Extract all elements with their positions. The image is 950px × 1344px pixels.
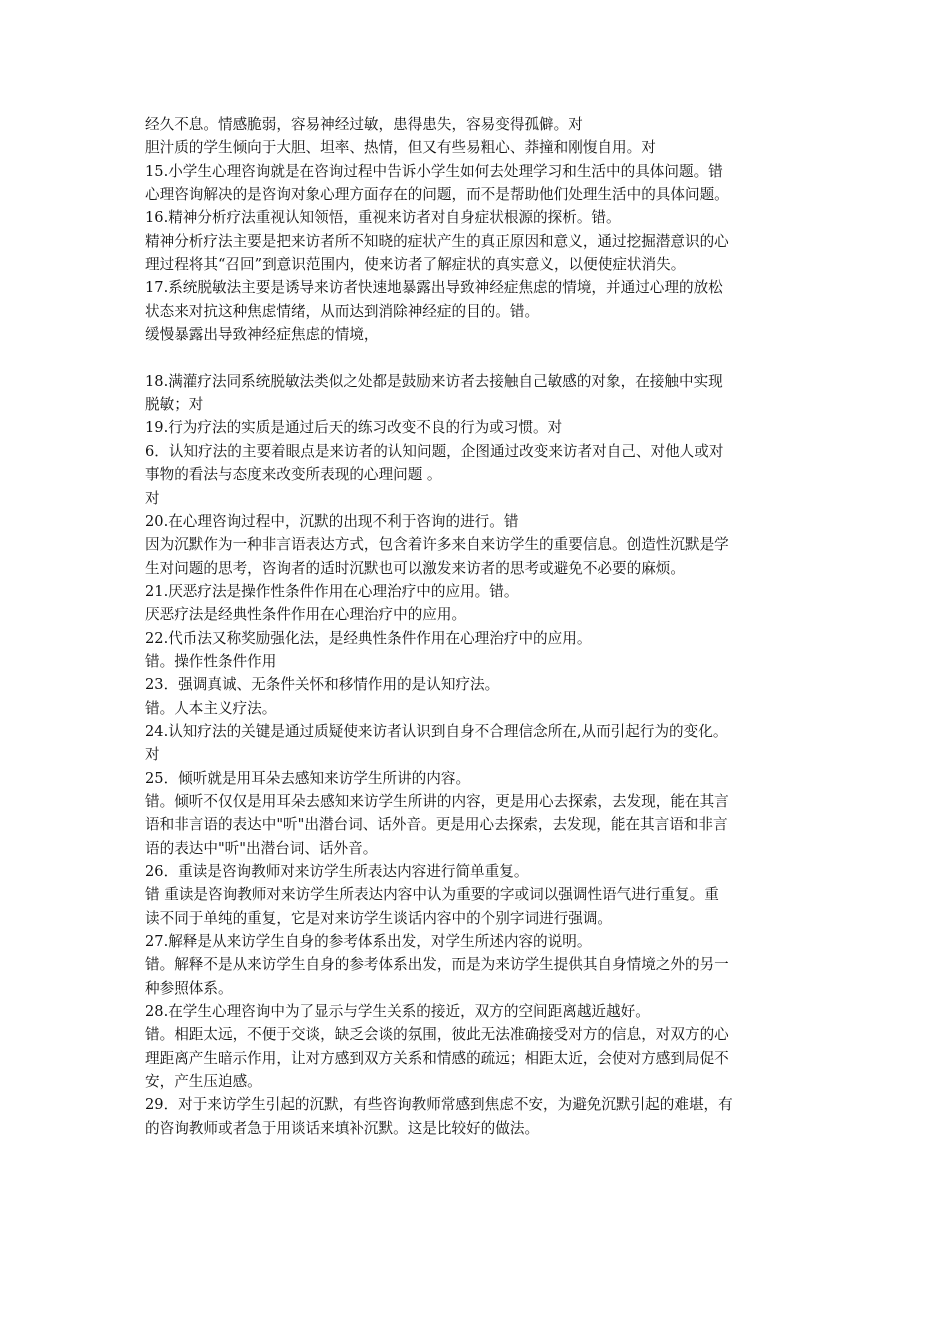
text-line: 错。人本主义疗法。 — [145, 699, 277, 717]
text-line: 错。操作性条件作用 — [145, 652, 277, 670]
text-line: 语的表达中"听"出潜台词、话外音。 — [145, 839, 378, 857]
text-line: 29．对于来访学生引起的沉默，有些咨询教师常感到焦虑不安，为避免沉默引起的难堪，有 — [145, 1096, 733, 1114]
text-line: 27.解释是从来访学生自身的参考体系出发，对学生所述内容的说明。 — [145, 933, 592, 951]
text-line: 25．倾听就是用耳朵去感知来访学生所讲的内容。 — [145, 769, 471, 787]
text-line: 18.满灌疗法同系统脱敏法类似之处都是鼓励来访者去接触自己敏感的对象，在接触中实现 — [145, 372, 723, 390]
text-line: 心理咨询解决的是咨询对象心理方面存在的问题，而不是帮助他们处理生活中的具体问题。 — [145, 186, 729, 204]
text-line: 精神分析疗法主要是把来访者所不知晓的症状产生的真正原因和意义，通过挖掘潜意识的心 — [145, 232, 729, 250]
text-line: 种参照体系。 — [145, 979, 233, 997]
text-line: 23．强调真诚、无条件关怀和移情作用的是认知疗法。 — [145, 676, 500, 694]
text-line: 错。相距太远，不便于交谈，缺乏会谈的氛围，彼此无法准确接受对方的信息，对双方的心 — [145, 1026, 729, 1044]
text-line: 缓慢暴露出导致神经症焦虑的情境， — [145, 326, 379, 344]
text-line: 17.系统脱敏法主要是诱导来访者快速地暴露出导致神经症焦虑的情境，并通过心理的放松 — [145, 279, 723, 297]
text-line: 经久不息。情感脆弱，容易神经过敏，患得患失，容易变得孤僻。对 — [145, 116, 583, 133]
text-line: 19.行为疗法的实质是通过后天的练习改变不良的行为或习惯。对 — [145, 419, 563, 437]
text-line: 错。倾听不仅仅是用耳朵去感知来访学生所讲的内容，更是用心去探索，去发现，能在其言 — [145, 792, 729, 810]
text-line: 6．认知疗法的主要着眼点是来访者的认知问题，企图通过改变来访者对自己、对他人或对 — [145, 442, 724, 460]
text-line: 胆汁质的学生倾向于大胆、坦率、热情，但又有些易粗心、莽撞和刚愎自用。对 — [145, 139, 656, 157]
document-page — [145, 113, 809, 1140]
text-line: 26．重读是咨询教师对来访学生所表达内容进行简单重复。 — [145, 863, 529, 880]
text-line: 的咨询教师或者急于用谈话来填补沉默。这是比较好的做法。 — [145, 1119, 540, 1137]
text-line: 读不同于单纯的重复，它是对来访学生谈话内容中的个别字词进行强调。 — [145, 909, 613, 927]
text-line: 安，产生压迫感。 — [145, 1073, 262, 1091]
text-line: 脱敏；对 — [145, 396, 204, 414]
text-line: 16.精神分析疗法重视认知领悟，重视来访者对自身症状根源的探析。错。 — [145, 209, 621, 227]
text-line: 对 — [145, 746, 160, 764]
text-line: 15.小学生心理咨询就是在咨询过程中告诉小学生如何去处理学习和生活中的具体问题。错 — [145, 162, 723, 180]
text-line: 对 — [145, 489, 160, 507]
text-line — [145, 346, 809, 369]
text-line: 21.厌恶疗法是操作性条件作用在心理治疗中的应用。错。 — [145, 582, 519, 600]
text-line: 因为沉默作为一种非言语表达方式，包含着许多来自来访学生的重要信息。创造性沉默是学 — [145, 536, 729, 554]
text-line: 错。解释不是从来访学生自身的参考体系出发，而是为来访学生提供其自身情境之外的另一 — [145, 956, 729, 974]
text-line: 错 重读是咨询教师对来访学生所表达内容中认为重要的字或词以强调性语气进行重复。重 — [145, 886, 719, 904]
text-line: 语和非言语的表达中"听"出潜台词、话外音。更是用心去探索，去发现，能在其言语和非言 — [145, 816, 728, 834]
text-line: 事物的看法与态度来改变所表现的心理问题 。 — [145, 466, 442, 484]
text-line: 20.在心理咨询过程中，沉默的出现不利于咨询的进行。错 — [145, 512, 519, 530]
text-line: 24.认知疗法的关键是通过质疑使来访者认识到自身不合理信念所在,从而引起行为的变化。 — [145, 722, 728, 740]
text-line: 状态来对抗这种焦虑情绪，从而达到消除神经症的目的。错。 — [145, 302, 540, 320]
text-line: 生对问题的思考，咨询者的适时沉默也可以激发来访者的思考或避免不必要的麻烦。 — [145, 559, 685, 577]
text-line: 28.在学生心理咨询中为了显示与学生关系的接近，双方的空间距离越近越好。 — [145, 1003, 650, 1021]
text-line: 理过程将其“召回”到意识范围内，使来访者了解症状的真实意义，以便使症状消失。 — [145, 256, 686, 274]
text-line: 理距离产生暗示作用，让对方感到双方关系和情感的疏远；相距太近，会使对方感到局促不 — [145, 1049, 729, 1067]
text-line: 厌恶疗法是经典性条件作用在心理治疗中的应用。 — [145, 606, 467, 624]
text-line: 22.代币法又称奖励强化法，是经典性条件作用在心理治疗中的应用。 — [145, 629, 592, 647]
